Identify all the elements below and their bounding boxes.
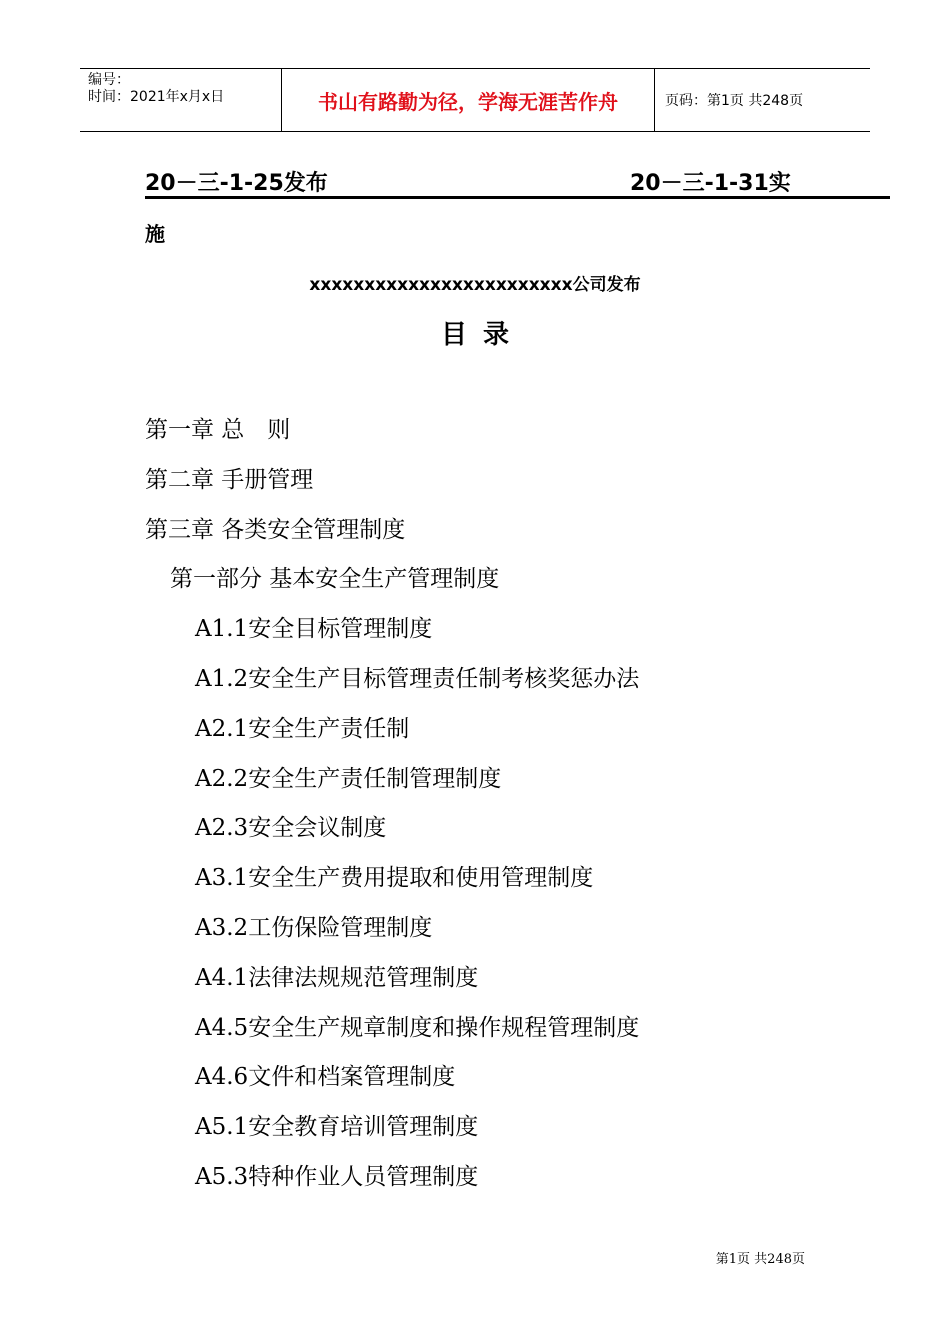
header-motto: 书山有路勤为径，学海无涯苦作舟 [282,69,655,131]
toc-item: A3.1安全生产费用提取和使用管理制度 [195,865,594,892]
effective-date: 20－三-1-31实 [630,171,791,196]
publish-row [145,166,890,199]
toc-item: 第一章 总 则 [145,417,291,443]
toc-item: A4.1法律法规规范管理制度 [195,964,479,991]
toc-item: 第一部分 基本安全生产管理制度 [170,566,500,593]
header-left-cell [80,69,282,131]
header-page-info: 页码：第1页 共248页 [665,93,804,109]
effective-suffix: 施 [145,222,165,246]
toc-item: A5.3特种作业人员管理制度 [195,1163,479,1190]
toc-item: A3.2工伤保险管理制度 [195,914,433,941]
toc-item: A1.1安全目标管理制度 [195,616,433,643]
toc-item: A2.2安全生产责任制管理制度 [195,765,502,792]
table-of-contents [145,410,639,1207]
toc-item: A2.1安全生产责任制 [195,715,410,742]
toc-item: A4.6文件和档案管理制度 [195,1064,456,1091]
page-footer: 第1页 共248页 [715,1252,805,1267]
number-label: 编号： [88,72,130,88]
toc-item: A4.5安全生产规章制度和操作规程管理制度 [195,1014,640,1041]
toc-item: A1.2安全生产目标管理责任制考核奖惩办法 [195,665,640,692]
toc-item: 第二章 手册管理 [145,466,314,493]
toc-item: A2.3安全会议制度 [195,815,387,842]
header-table [80,68,870,132]
toc-item: 第三章 各类安全管理制度 [145,516,406,543]
issue-date: 20－三-1-25发布 [145,171,328,196]
company-publisher: xxxxxxxxxxxxxxxxxxxxxxxx公司发布 [309,275,641,295]
toc-item: A5.1安全教育培训管理制度 [195,1114,479,1141]
toc-title: 目录 [440,320,525,350]
date-label: 时间：2021年x月x日 [88,89,225,105]
